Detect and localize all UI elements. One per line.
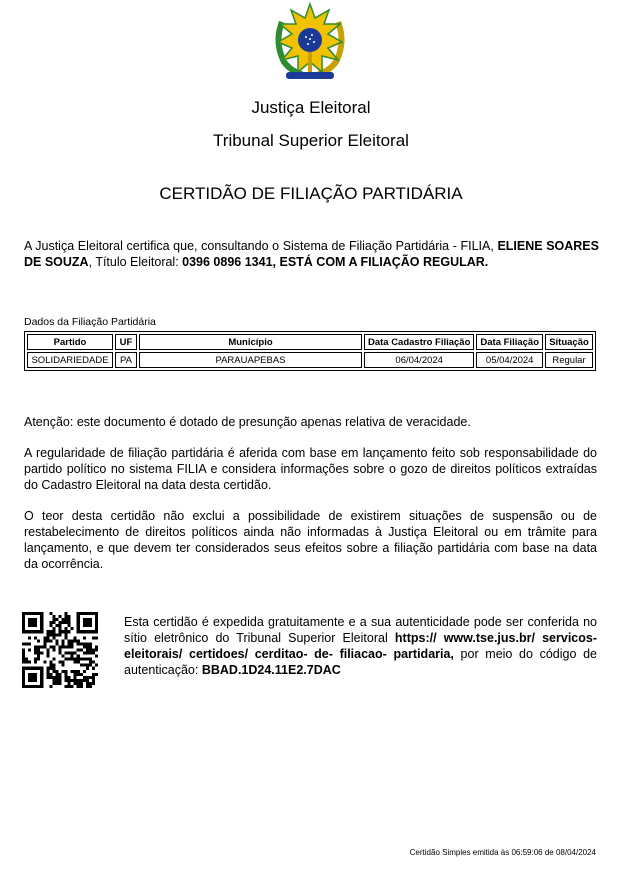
authenticity-paragraph (124, 614, 597, 678)
cell-situacao: Regular (545, 352, 593, 368)
col-partido: Partido (27, 334, 113, 350)
table-caption: Dados da Filiação Partidária (24, 316, 156, 328)
regularity-paragraph: A regularidade de filiação partidária é aferida com base em lançamento feito sob responsabilidade do partido político no sistema FILIA e considera informações sobre o gozo de direitos políticos extraídas do Cadastro Eleitoral na data desta certidão. (24, 446, 597, 492)
cell-uf: PA (115, 352, 137, 368)
affiliation-status: , ESTÁ COM A FILIAÇÃO REGULAR. (272, 255, 489, 269)
affiliation-table (24, 331, 596, 371)
voter-title-number: 0396 0896 1341 (182, 255, 273, 269)
coat-of-arms-icon (272, 2, 348, 82)
org-line-tribunal: Tribunal Superior Eleitoral (213, 131, 409, 150)
voter-name: ELIENE SOARES DE SOUZA (24, 239, 599, 269)
qr-code-icon (22, 612, 98, 688)
issued-timestamp: Certidão Simples emitida às 06:59:06 de 08/04/2024 (409, 848, 596, 857)
col-uf: UF (115, 334, 137, 350)
sword-hilt (308, 52, 312, 74)
intro-text: A Justiça Eleitoral certifica que, consultando o Sistema de Filiação Partidária - FILIA, (24, 239, 498, 253)
table-row (27, 352, 593, 368)
org-line-justica: Justiça Eleitoral (251, 98, 371, 117)
col-data-cadastro: Data Cadastro Filiação (364, 334, 474, 350)
disclaimer-paragraph: O teor desta certidão não exclui a possibilidade de existirem situações de suspensão ou de restabelecimento de direitos políticos ainda não informadas à Justiça Eleitoral ou em trâmite para lançamento, e que devem ter considerados seus efeitos sobre a filiação partidária com base na data da ocorrência. (24, 509, 597, 571)
col-municipio: Município (139, 334, 362, 350)
cell-data-cadastro: 06/04/2024 (364, 352, 474, 368)
authentication-code: BBAD.1D24.11E2.7DAC (201, 663, 341, 677)
title-label: , Título Eleitoral: (88, 255, 183, 269)
auth-text-after: por meio do código de autenticação: (124, 647, 597, 677)
certification-paragraph (24, 238, 599, 270)
col-situacao: Situação (545, 334, 593, 350)
cell-partido: SOLIDARIEDADE (27, 352, 113, 368)
auth-text: Esta certidão é expedida gratuitamente e a sua autenticidade pode ser conferida no sítio eletrônico do Tribunal Superior Eleitoral (124, 615, 597, 645)
page-title: CERTIDÃO DE FILIAÇÃO PARTIDÁRIA (159, 184, 463, 203)
verification-link[interactable]: https:// www.tse.jus.br/ servicos- eleitorais/ certidoes/ cerditao- de- filiacao- partidaria, (124, 631, 597, 661)
ribbon (286, 72, 334, 79)
col-data-filiacao: Data Filiação (476, 334, 543, 350)
cell-data-filiacao: 05/04/2024 (476, 352, 543, 368)
table-header-row (27, 334, 593, 350)
notice-paragraph: Atenção: este documento é dotado de presunção apenas relativa de veracidade. (24, 415, 471, 429)
cell-municipio: PARAUAPEBAS (139, 352, 362, 368)
